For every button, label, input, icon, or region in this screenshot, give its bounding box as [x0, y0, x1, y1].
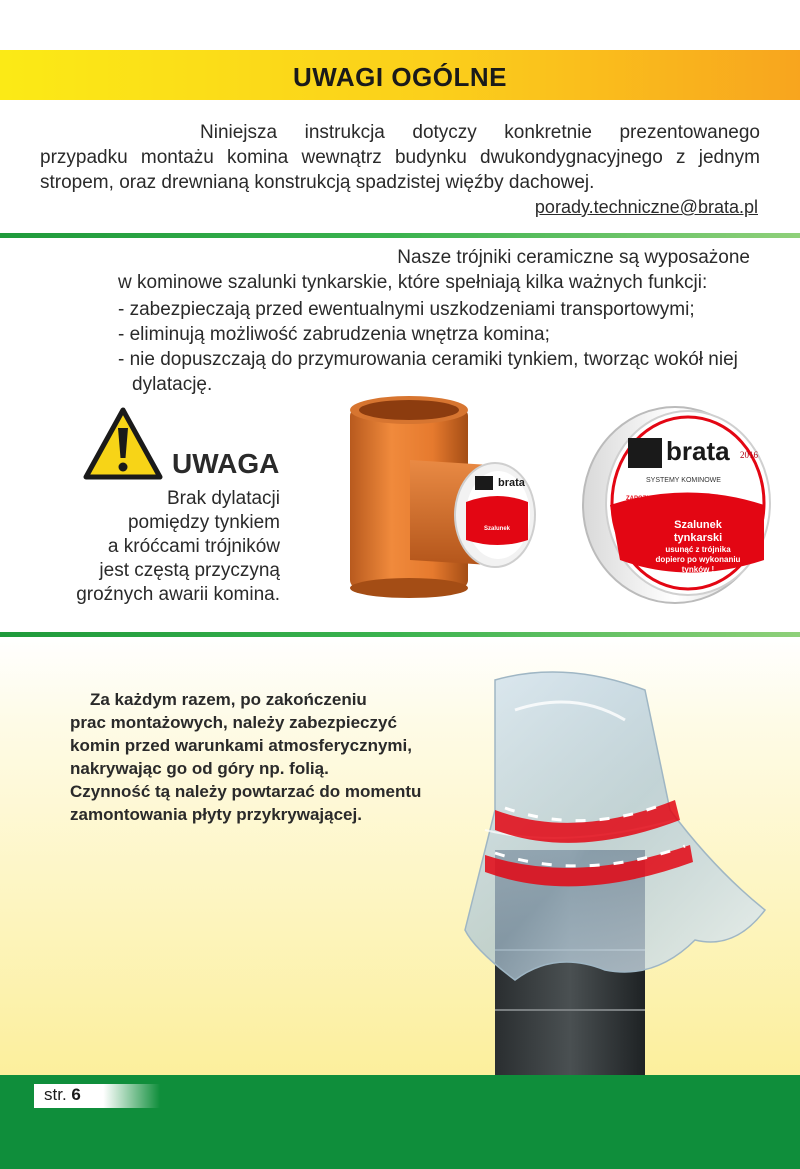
roll-label-line: tynkarski [673, 532, 723, 544]
warning-text [40, 487, 280, 607]
roll-label-line: dopiero po wykonaniu [655, 555, 741, 564]
roll-sticker-text: ZAPOZNAJ SIĘ Z INSTRUKCJĄ ! [626, 496, 720, 502]
protection-line: prac montażowych, należy zabezpieczyć [70, 713, 397, 732]
list-item: - zabezpieczają przed ewentualnymi uszkodzeniami transportowymi; [118, 299, 695, 320]
list-item: - eliminują możliwość zabrudzenia wnętrza komina; [118, 324, 550, 345]
protection-line: nakrywając go od góry np. folią. [70, 759, 329, 778]
warning-line: groźnych awarii komina. [76, 584, 280, 605]
roll-brand-text: brata [666, 436, 730, 466]
contact-email-link[interactable]: porady.techniczne@brata.pl [534, 197, 758, 217]
warning-line: pomiędzy tynkiem [127, 512, 280, 533]
page-title: UWAGI OGÓLNE [293, 62, 507, 92]
intro-paragraph [40, 120, 760, 195]
section-divider-top [0, 233, 800, 238]
tee-brand-text: brata [498, 477, 525, 489]
roll-year-text: 2016 [740, 450, 758, 460]
formwork-heading: Nasze trójniki ceramiczne są wyposażone [397, 247, 750, 268]
formwork-lead: w kominowe szalunki tynkarskie, które spełniają kilka ważnych funkcji: [118, 272, 708, 293]
intro-text: Niniejsza instrukcja dotyczy konkretnie prezentowanego przypadku montażu komina wewnątrz budynku dwukondygnacyjnego z jednym stropem, oraz drewnianą konstrukcją spadzistej więźby dachowej. [40, 122, 760, 193]
list-item: - nie dopuszczają do przymurowania ceramiki tynkiem, tworząc wokół niej dylatację. [118, 349, 738, 395]
warning-line: jest częstą przyczyną [99, 560, 280, 581]
tee-label-text: Szalunek [483, 526, 511, 532]
formwork-function-list [118, 297, 768, 397]
protection-line: Za każdym razem, po zakończeniu [90, 690, 367, 709]
warning-line: Brak dylatacji [167, 488, 280, 509]
roll-subtitle-text: SYSTEMY KOMINOWE [646, 477, 721, 484]
formwork-roll-photo [580, 400, 780, 605]
warning-line: a króćcami trójników [107, 536, 280, 557]
protection-line: Czynność tą należy powtarzać do momentu [70, 782, 422, 801]
roll-label-line: Szalunek [674, 519, 722, 531]
wrapped-chimney-photo [455, 650, 775, 1075]
roll-label-line: tynków ! [681, 565, 715, 574]
warning-title: UWAGA [172, 448, 280, 479]
page-number-value: 6 [71, 1085, 81, 1104]
protection-paragraph [70, 688, 470, 826]
protection-line: komin przed warunkami atmosferycznymi, [70, 736, 412, 755]
page-prefix: str. [44, 1085, 67, 1104]
ceramic-tee-photo [340, 390, 550, 600]
protection-line: zamontowania płyty przykrywającej. [70, 805, 362, 824]
warning-triangle-icon [82, 406, 164, 482]
page-number [44, 1085, 81, 1105]
roll-label-line: usunąć z trójnika [665, 545, 731, 554]
